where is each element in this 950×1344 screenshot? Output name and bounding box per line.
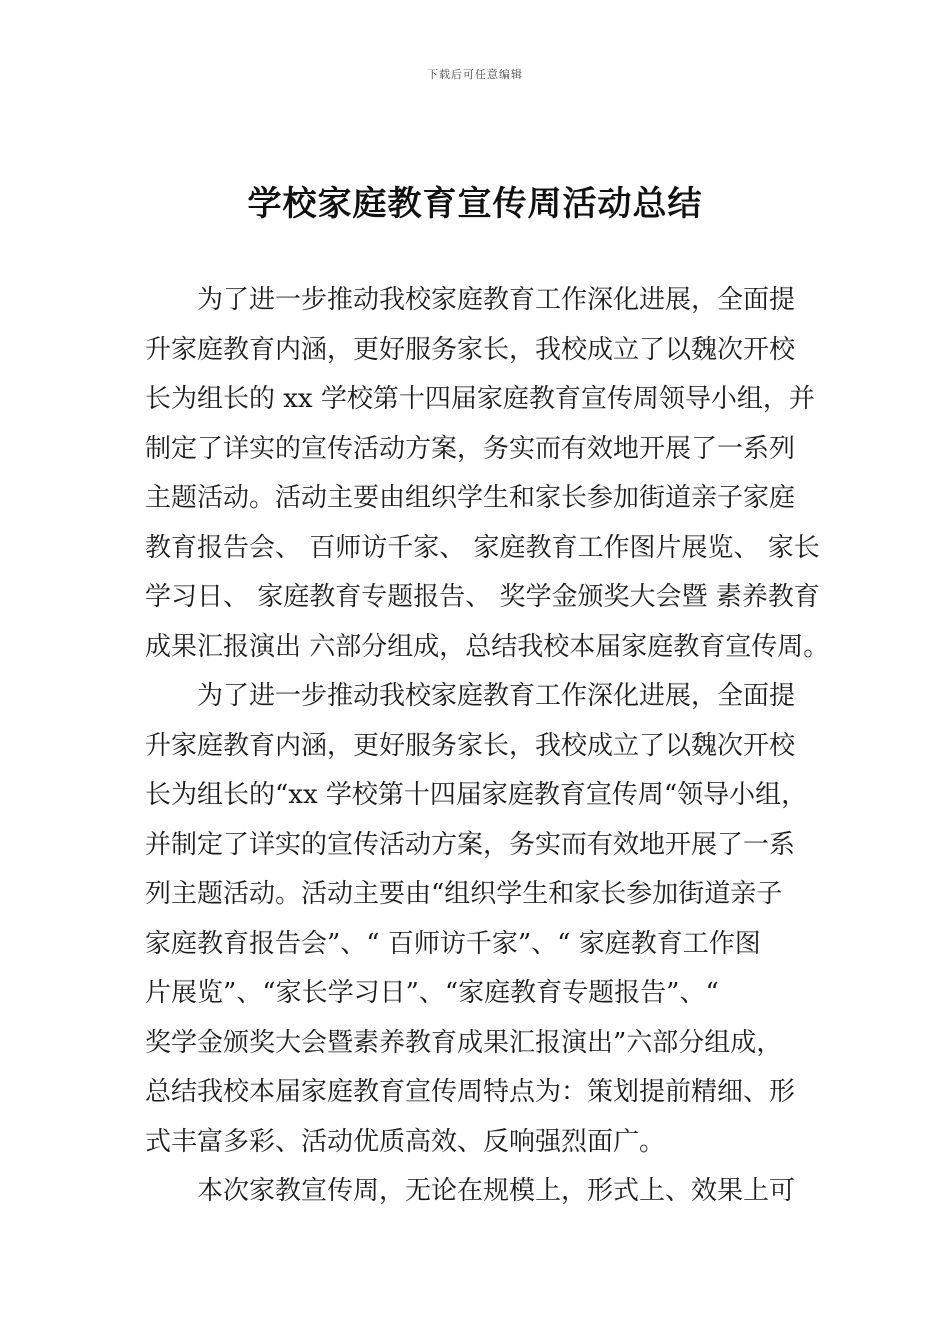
paragraph-1 xyxy=(145,276,830,672)
paragraph-line: 家庭教育报告会”、“ 百师访千家”、“ 家庭教育工作图 xyxy=(145,928,761,959)
paragraph-line: 并制定了详实的宣传活动方案，务实而有效地开展了一系 xyxy=(145,829,796,860)
paragraph-line: 主题活动。活动主要由组织学生和家长参加街道亲子家庭 xyxy=(145,483,796,513)
paragraph-line: 学习日、 家庭教育专题报告、 奖学金颁奖大会暨 素养教育 xyxy=(145,582,820,612)
paragraph-3 xyxy=(145,1167,815,1217)
paragraph-line: 成果汇报演出 六部分组成，总结我校本届家庭教育宣传周。 xyxy=(145,631,830,662)
paragraph-line: 片展览”、“家长学习日”、“家庭教育专题报告”、“ xyxy=(145,978,719,1008)
document-body xyxy=(145,276,830,1217)
header-note: 下载后可任意编辑 xyxy=(427,68,523,81)
paragraph-line: 为了进一步推动我校家庭教育工作深化进展，全面提 xyxy=(197,681,796,711)
paragraph-line: 列主题活动。活动主要由“组织学生和家长参加街道亲子 xyxy=(145,879,783,909)
paragraph-line: 升家庭教育内涵，更好服务家长，我校成立了以魏次开校 xyxy=(145,334,796,365)
paragraph-line: 式丰富多彩、活动优质高效、反响强烈面广。 xyxy=(145,1126,666,1157)
paragraph-line: 教育报告会、 百师访千家、 家庭教育工作图片展览、 家长 xyxy=(145,532,820,563)
paragraph-line: 总结我校本届家庭教育宣传周特点为：策划提前精细、形 xyxy=(145,1077,796,1107)
paragraph-line: 长为组长的 xx 学校第十四届家庭教育宣传周领导小组，并 xyxy=(145,384,815,414)
paragraph-line: 制定了详实的宣传活动方案，务实而有效地开展了一系列 xyxy=(145,433,796,464)
paragraph-line: 长为组长的“xx 学校第十四届家庭教育宣传周“领导小组， xyxy=(145,780,808,810)
paragraph-line: 本次家教宣传周，无论在规模上，形式上、效果上可 xyxy=(197,1176,796,1206)
paragraph-2 xyxy=(145,672,815,1167)
paragraph-line: 为了进一步推动我校家庭教育工作深化进展，全面提 xyxy=(197,285,796,315)
document-title: 学校家庭教育宣传周活动总结 xyxy=(247,184,703,224)
paragraph-line: 升家庭教育内涵，更好服务家长，我校成立了以魏次开校 xyxy=(145,730,796,761)
paragraph-line: 奖学金颁奖大会暨素养教育成果汇报演出”六部分组成， xyxy=(145,1027,783,1058)
